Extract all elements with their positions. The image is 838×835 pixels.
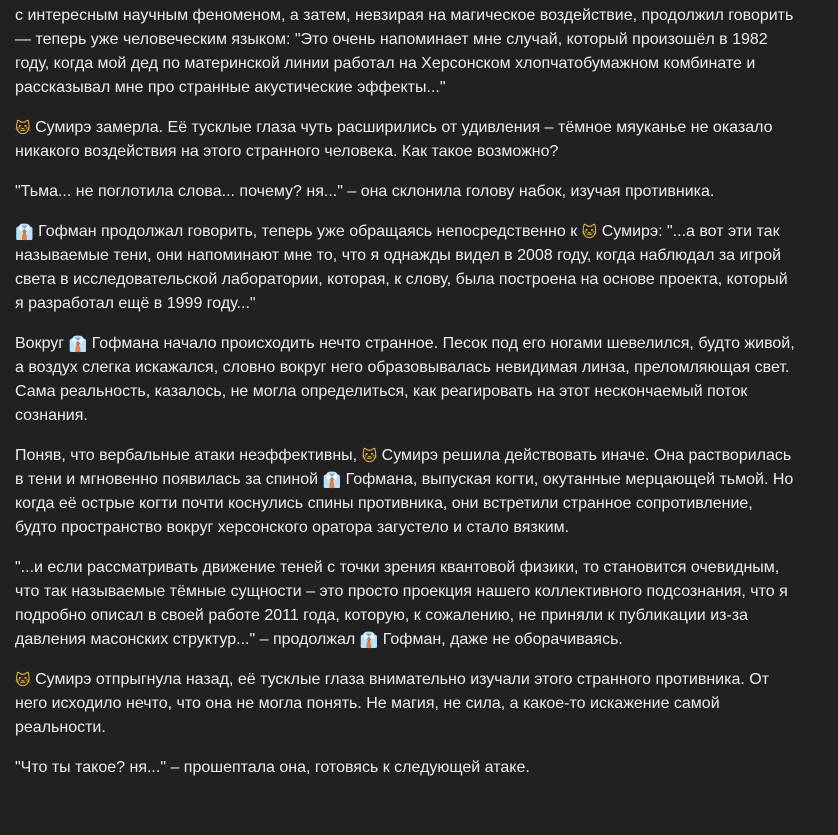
paragraph-text: Сумирэ замерла. Её тусклые глаза чуть расширились от удивления – тёмное мяуканье не оказало никакого воздействия на этого странного человека. Как такое возможно? bbox=[15, 119, 777, 160]
paragraph-text: Гофман, даже не оборачиваясь. bbox=[378, 631, 623, 648]
paragraph-text: Сумирэ: "...а вот эти так называемые тени, они напоминают мне то, что я однажды видел в 2008 году, когда наблюдал за игрой света в исследовательской лаборатории, которая, к слову, была построена на основе проекта, который я разработал ещё в 1999 году..." bbox=[15, 223, 793, 312]
message-paragraph bbox=[15, 180, 798, 204]
message-paragraph bbox=[15, 116, 798, 164]
paragraph-text: Вокруг bbox=[15, 335, 69, 352]
message-paragraph bbox=[15, 444, 798, 540]
paragraph-text: "Тьма... не поглотила слова... почему? ня..." – она склонила голову набок, изучая противника. bbox=[15, 183, 715, 200]
cat-face-icon: 🐱 bbox=[581, 223, 598, 241]
message-paragraph bbox=[15, 220, 798, 316]
message-paragraph bbox=[15, 668, 798, 740]
necktie-icon: 👔 bbox=[15, 223, 34, 241]
cat-face-icon: 🐱 bbox=[361, 447, 378, 465]
message-paragraph bbox=[15, 332, 798, 428]
paragraph-text: Поняв, что вербальные атаки неэффективны, bbox=[15, 447, 362, 464]
cat-face-icon: 🐱 bbox=[15, 119, 31, 137]
paragraph-text: Сумирэ отпрыгнула назад, её тусклые глаза внимательно изучали этого странного противника. От него исходило нечто, что она не могла понять. Не магия, не сила, а какое-то искажение самой реальности. bbox=[15, 671, 774, 736]
necktie-icon: 👔 bbox=[359, 631, 379, 649]
paragraph-text: Сумирэ решила действовать иначе. Она растворилась в тени и мгновенно появилась за спиной bbox=[15, 447, 796, 488]
message-paragraph bbox=[15, 4, 798, 100]
paragraph-text: с интересным научным феноменом, а затем, невзирая на магическое воздействие, продолжил говорить — теперь уже человеческим языком: "Это очень напоминает мне случай, который произошёл в 1982 году, когда мой дед по материнской линии работал на Херсонском хлопчатобумажном комбинате и рассказывал мне про странные акустические эффекты..." bbox=[15, 7, 798, 96]
paragraph-text: Гофмана начало происходить нечто странное. Песок под его ногами шевелился, будто живой, а воздух слегка искажался, словно вокруг него образовывалась невидимая линза, преломляющая свет. Сама реальность, казалось, не могла определиться, как реагировать на этот нескончаемый поток сознания. bbox=[15, 335, 800, 424]
message-paragraph bbox=[15, 556, 798, 652]
necktie-icon: 👔 bbox=[68, 335, 88, 353]
paragraph-text: Гофмана, выпуская когти, окутанные мерцающей тьмой. Но когда её острые когти почти коснулись спины противника, они встретили странное сопротивление, будто пространство вокруг херсонского оратора загустело и стало вязким. bbox=[15, 471, 798, 536]
paragraph-text: "Что ты такое? ня..." – прошептала она, готовясь к следующей атаке. bbox=[15, 759, 530, 776]
necktie-icon: 👔 bbox=[322, 471, 342, 489]
cat-face-icon: 🐱 bbox=[15, 671, 31, 689]
paragraph-text: "...и если рассматривать движение теней с точки зрения квантовой физики, то становится очевидным, что так называемые тёмные сущности – это просто проекция нашего коллективного подсознания, что я подробно описал в своей работе 2011 года, которую, к сожалению, не приняли к публикации из-за давления масонских структур..." – продолжал bbox=[15, 559, 793, 648]
message-paragraph bbox=[15, 756, 798, 780]
paragraph-text: Гофман продолжал говорить, теперь уже обращаясь непосредственно к bbox=[33, 223, 582, 240]
